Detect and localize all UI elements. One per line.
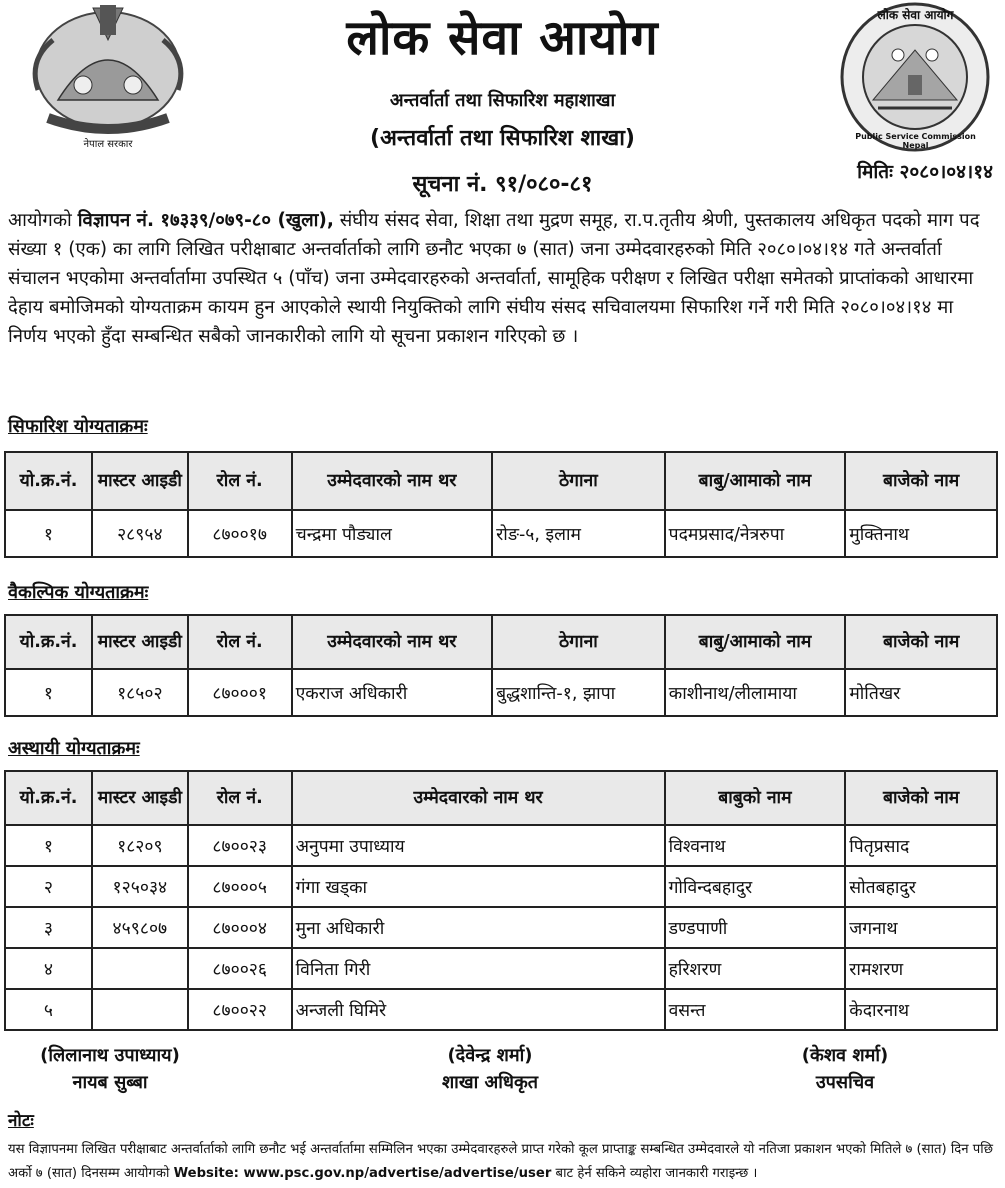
cell-serial: ४ [5, 948, 92, 989]
alternate-table [4, 614, 998, 717]
temporary-table [4, 770, 998, 1031]
col-roll-no: रोल नं. [188, 771, 292, 825]
nepal-emblem-logo [18, 0, 198, 158]
note-text-after: बाट हेर्न सकिने व्यहोरा जानकारी गराइन्छ । [551, 1166, 758, 1181]
col-candidate-name: उम्मेदवारको नाम थर [292, 452, 493, 510]
advertisement-number: विज्ञापन नं. १७३३९/०७९-८० (खुला), [77, 210, 334, 231]
cell-candidate-name: अनुपमा उपाध्याय [292, 825, 665, 866]
cell-master-id [92, 989, 188, 1030]
table-header-row [5, 771, 997, 825]
cell-serial: १ [5, 825, 92, 866]
division-name: अन्तर्वार्ता तथा सिफारिश महाशाखा [389, 90, 616, 111]
cell-serial: १ [5, 669, 92, 716]
cell-father-name: गोविन्दबहादुर [665, 866, 846, 907]
col-father-name: बाबुको नाम [665, 771, 846, 825]
signature-block [10, 1042, 210, 1096]
psc-seal-logo [838, 0, 993, 155]
cell-parent-name: पदमप्रसाद/नेत्ररुपा [665, 510, 846, 557]
signatory-title: नायब सुब्बा [72, 1072, 148, 1093]
notice-number: सूचना नं. ९१/०८०-८१ [412, 172, 593, 197]
cell-master-id: १८५०२ [92, 669, 188, 716]
cell-roll-no: ८७००१७ [188, 510, 292, 557]
col-serial: यो.क्र.नं. [5, 615, 92, 669]
table-row [5, 510, 997, 557]
alternate-heading: वैकल्पिक योग्यताक्रमः [8, 582, 149, 603]
cell-candidate-name: एकराज अधिकारी [292, 669, 493, 716]
section-name: (अन्तर्वार्ता तथा सिफारिश शाखा) [370, 126, 635, 151]
col-candidate-name: उम्मेदवारको नाम थर [292, 615, 493, 669]
col-master-id: मास्टर आइडी [92, 615, 188, 669]
body-prefix: आयोगको [8, 210, 78, 231]
signatory-name: (लिलानाथ उपाध्याय) [40, 1045, 180, 1066]
cell-grandfather-name: मुक्तिनाथ [845, 510, 997, 557]
cell-grandfather-name: रामशरण [845, 948, 997, 989]
body-text: संघीय संसद सेवा, शिक्षा तथा मुद्रण समूह, रा.प.तृतीय श्रेणी, पुस्तकालय अधिकृत पदको माग पद संख्या १ (एक) का लागि लिखित परीक्षाबाट अन्तर्वार्ताको लागि छनौट भएका ७ (सात) जना उम्मेदवारहरुको मिति २०८०।०४।१४ गते अन्तर्वार्ता संचालन भएकोमा अन्तर्वार्तामा उपस्थित ५ (पाँच) जना उम्मेदवारहरुको अन्तर्वार्ता, सामूहिक परीक्षण र लिखित परीक्षा समेतको प्राप्तांकको आधारमा देहाय बमोजिमको योग्यताक्रम कायम हुन आएकोले स्थायी नियुक्तिको लागि संघीय संसद सचिवालयमा सिफारिश गर्ने गरी मिति २०८०।०४।१४ मा निर्णय भएको हुँदा सम्बन्धित सबैको जानकारीको लागि यो सूचना प्रकाशन गरिएको छ । [8, 210, 980, 347]
table-header-row [5, 615, 997, 669]
temporary-heading: अस्थायी योग्यताक्रमः [8, 738, 140, 759]
website-link[interactable]: Website: www.psc.gov.np/advertise/advertise/user [173, 1166, 552, 1181]
table-row [5, 948, 997, 989]
cell-serial: ३ [5, 907, 92, 948]
cell-serial: ५ [5, 989, 92, 1030]
col-master-id: मास्टर आइडी [92, 771, 188, 825]
table-header-row [5, 452, 997, 510]
emblem-caption: नेपाल सरकार [83, 139, 133, 150]
col-grandfather-name: बाजेको नाम [845, 615, 997, 669]
signatory-title: शाखा अधिकृत [441, 1072, 539, 1093]
col-serial: यो.क्र.नं. [5, 452, 92, 510]
cell-master-id: १२५०३४ [92, 866, 188, 907]
cell-father-name: हरिशरण [665, 948, 846, 989]
col-roll-no: रोल नं. [188, 615, 292, 669]
seal-top-text: लोक सेवा आयोग [877, 8, 954, 22]
col-serial: यो.क्र.नं. [5, 771, 92, 825]
table-row [5, 669, 997, 716]
cell-master-id: २८९५४ [92, 510, 188, 557]
recommendation-table [4, 451, 998, 558]
notice-date: मितिः २०८०।०४।१४ [857, 161, 993, 183]
col-roll-no: रोल नं. [188, 452, 292, 510]
cell-candidate-name: गंगा खड्का [292, 866, 665, 907]
note-text [8, 1138, 998, 1186]
cell-roll-no: ८७००२२ [188, 989, 292, 1030]
col-parent-name: बाबु/आमाको नाम [665, 615, 846, 669]
col-candidate-name: उम्मेदवारको नाम थर [292, 771, 665, 825]
col-master-id: मास्टर आइडी [92, 452, 188, 510]
cell-candidate-name: चन्द्रमा पौड्याल [292, 510, 493, 557]
cell-parent-name: काशीनाथ/लीलामाया [665, 669, 846, 716]
cell-father-name: विश्वनाथ [665, 825, 846, 866]
signatory-title: उपसचिव [815, 1072, 875, 1093]
table-row [5, 989, 997, 1030]
col-address: ठेगाना [492, 615, 665, 669]
cell-grandfather-name: केदारनाथ [845, 989, 997, 1030]
cell-roll-no: ८७०००५ [188, 866, 292, 907]
cell-candidate-name: मुना अधिकारी [292, 907, 665, 948]
cell-grandfather-name: मोतिखर [845, 669, 997, 716]
table-row [5, 907, 997, 948]
note-text-before: यस विज्ञापनमा लिखित परीक्षाबाट अन्तर्वार्ताको लागि छनौट भई अन्तर्वार्तामा सम्मिलिन भएका उम्मेदवारहरुले प्राप्त गरेको कूल प्राप्ताङ्क सम्बन्धित उम्मेदवारले यो नतिजा प्रकाशन भएको मितिले ७ (सात) दिन पछि अर्को ७ (सात) दिनसम्म आयोगको [8, 1142, 993, 1181]
cell-address: रोङ-५, इलाम [492, 510, 665, 557]
notice-body [8, 206, 996, 351]
cell-grandfather-name: पितृप्रसाद [845, 825, 997, 866]
signature-block [745, 1042, 945, 1096]
col-parent-name: बाबु/आमाको नाम [665, 452, 846, 510]
cell-grandfather-name: सोतबहादुर [845, 866, 997, 907]
seal-bottom-text: Public Service Commission Nepal [855, 132, 976, 150]
signatory-name: (केशव शर्मा) [801, 1045, 889, 1066]
cell-roll-no: ८७००२३ [188, 825, 292, 866]
cell-roll-no: ८७०००४ [188, 907, 292, 948]
signature-block [390, 1042, 590, 1096]
cell-roll-no: ८७०००१ [188, 669, 292, 716]
table-row [5, 866, 997, 907]
cell-serial: २ [5, 866, 92, 907]
col-grandfather-name: बाजेको नाम [845, 452, 997, 510]
cell-master-id: ४५९८०७ [92, 907, 188, 948]
cell-father-name: वसन्त [665, 989, 846, 1030]
page-title: लोक सेवा आयोग [346, 10, 659, 66]
col-grandfather-name: बाजेको नाम [845, 771, 997, 825]
cell-master-id [92, 948, 188, 989]
cell-roll-no: ८७००२६ [188, 948, 292, 989]
col-address: ठेगाना [492, 452, 665, 510]
cell-master-id: १८२०९ [92, 825, 188, 866]
signatory-name: (देवेन्द्र शर्मा) [447, 1045, 533, 1066]
cell-address: बुद्धशान्ति-१, झापा [492, 669, 665, 716]
cell-father-name: डण्डपाणी [665, 907, 846, 948]
note-heading: नोटः [8, 1111, 34, 1131]
recommendation-heading: सिफारिश योग्यताक्रमः [8, 416, 148, 437]
cell-candidate-name: अन्जली घिमिरे [292, 989, 665, 1030]
cell-candidate-name: विनिता गिरी [292, 948, 665, 989]
cell-grandfather-name: जगनाथ [845, 907, 997, 948]
table-row [5, 825, 997, 866]
cell-serial: १ [5, 510, 92, 557]
